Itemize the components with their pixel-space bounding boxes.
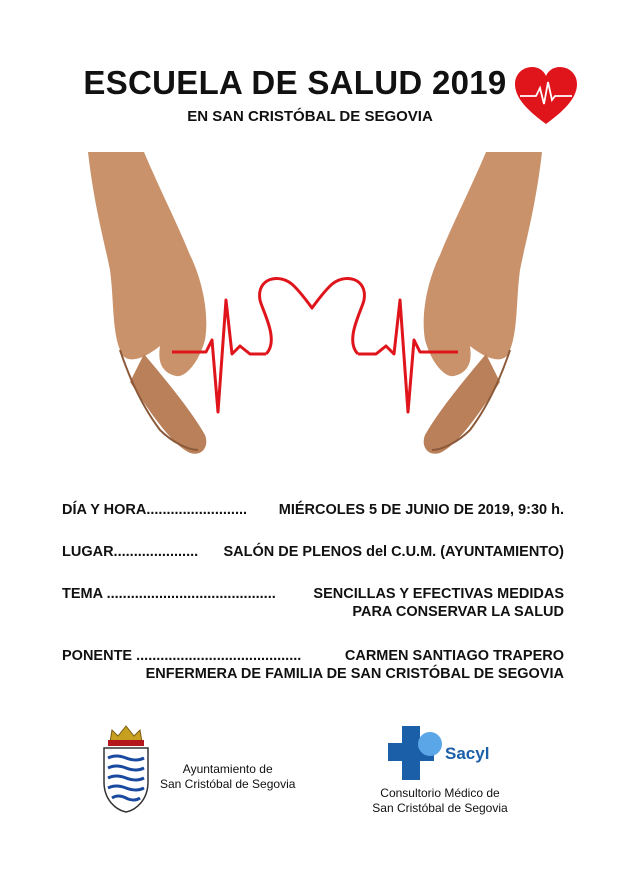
detail-label: LUGAR..................... [62, 544, 199, 560]
org-left-line2: San Cristóbal de Segovia [160, 777, 296, 791]
crest-icon [96, 722, 156, 814]
page-subtitle: EN SAN CRISTÓBAL DE SEGOVIA [187, 108, 433, 125]
detail-speaker [62, 648, 564, 682]
detail-day-time [62, 502, 564, 518]
detail-value: MIÉRCOLES 5 DE JUNIO DE 2019, 9:30 h. [278, 502, 564, 518]
detail-place [62, 544, 564, 560]
org-left-line1: Ayuntamiento de [182, 762, 273, 776]
org-left [160, 762, 295, 792]
detail-value-continuation: PARA CONSERVAR LA SALUD [352, 604, 564, 620]
sacyl-brand: Sacyl [445, 744, 490, 763]
heart-ecg-icon [514, 66, 578, 126]
detail-value: SENCILLAS Y EFECTIVAS MEDIDAS [313, 586, 564, 602]
detail-value-continuation: ENFERMERA DE FAMILIA DE SAN CRISTÓBAL DE SEGOVIA [145, 666, 564, 682]
org-right-line2: San Cristóbal de Segovia [372, 801, 508, 815]
detail-topic [62, 586, 564, 620]
detail-value: CARMEN SANTIAGO TRAPERO [344, 648, 564, 664]
org-right-line1: Consultorio Médico de [380, 786, 500, 800]
org-right [350, 786, 530, 816]
page-title: ESCUELA DE SALUD 2019 [83, 64, 507, 101]
detail-label: PONENTE ......................................... [62, 648, 302, 664]
detail-value: SALÓN DE PLENOS del C.U.M. (AYUNTAMIENTO) [223, 544, 564, 560]
detail-label: DÍA Y HORA......................... [62, 502, 248, 518]
hands-holding-heart-image [80, 150, 550, 460]
detail-label: TEMA .......................................... [62, 586, 276, 602]
